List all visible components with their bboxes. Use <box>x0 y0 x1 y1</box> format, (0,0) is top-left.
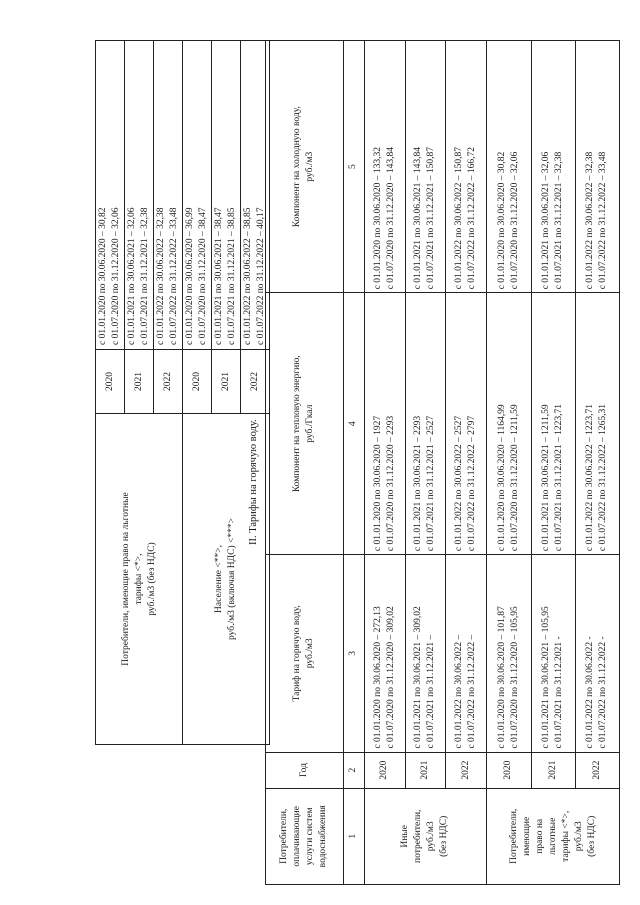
year-cell: 2021 <box>125 350 154 414</box>
header-cell-col3 <box>266 555 344 752</box>
price-line: с 01.01.2022 по 30.06.2022 – <box>454 634 465 749</box>
price-line: с 01.01.2021 по 30.06.2021 – 1211,59 <box>541 404 552 552</box>
category-line: (без НДС) <box>439 815 450 857</box>
year-cell: 2021 <box>531 752 575 788</box>
category-line: руб./м3 <box>573 821 584 852</box>
price-line: с 01.01.2020 по 30.06.2020 – 36,99 <box>185 207 195 345</box>
column-number-cell: 2 <box>343 752 364 788</box>
header-row <box>266 41 344 885</box>
heat-component-cell <box>364 293 405 555</box>
column-number-cell: 1 <box>343 788 364 884</box>
price-line: с 01.01.2020 по 30.06.2020 – 1164,99 <box>496 404 507 552</box>
header-line: руб./м3 <box>305 151 316 182</box>
price-line: с 01.01.2020 по 30.06.2020 – 30,82 <box>496 151 507 290</box>
cold-water-component-cell <box>487 41 531 293</box>
header-line: водоснабжения <box>318 805 329 868</box>
price-line: с 01.01.2021 по 30.06.2021 – 309,02 <box>413 606 424 749</box>
table-row <box>487 41 531 885</box>
category-line: тарифы <*>, <box>560 810 571 862</box>
price-cell <box>183 41 212 350</box>
category-line: потребители, <box>413 809 424 864</box>
price-line: с 01.07.2020 по 31.12.2020 – 309,02 <box>385 606 396 749</box>
price-line: с 01.01.2021 по 30.06.2021 – 2293 <box>413 415 424 552</box>
price-line: с 01.07.2020 по 31.12.2020 – 32,06 <box>509 151 520 290</box>
price-line: с 01.01.2021 по 30.06.2021 – 38,47 <box>214 207 224 345</box>
price-line: с 01.01.2022 по 30.06.2022 – 2527 <box>454 415 465 552</box>
year-cell: 2021 <box>212 350 241 414</box>
price-line: с 01.07.2021 по 31.12.2021 – 2527 <box>426 415 437 552</box>
price-line: с 01.01.2022 по 30.06.2022 – 1223,71 <box>585 404 596 552</box>
hot-water-tariff-cell <box>487 555 531 752</box>
price-cell <box>154 41 183 350</box>
price-line: с 01.01.2022 по 30.06.2022 – 150,87 <box>454 146 465 290</box>
header-line: Компонент на тепловую энергию, <box>292 355 303 493</box>
header-cell-col2 <box>266 752 344 788</box>
header-cell-col5 <box>266 41 344 293</box>
price-line: с 01.01.2021 по 30.06.2021 – 143,84 <box>413 146 424 290</box>
hot-water-tariff-cell <box>405 555 446 752</box>
price-line: с 01.07.2021 по 31.12.2021 – <box>426 634 437 749</box>
table-row <box>531 41 575 885</box>
year-cell: 2022 <box>241 350 270 414</box>
price-line: с 01.01.2022 по 30.06.2022 - <box>585 636 596 749</box>
year-cell: 2020 <box>183 350 212 414</box>
year-cell: 2022 <box>154 350 183 414</box>
price-line: с 01.01.2020 по 30.06.2020 – 101,87 <box>496 606 507 749</box>
table-row <box>364 41 405 885</box>
category-line: руб./м3 <box>426 821 437 852</box>
hot-water-tariff-cell <box>575 555 619 752</box>
price-line: с 01.07.2022 по 31.12.2022 – 33,48 <box>169 207 179 345</box>
header-line: Потребители, <box>279 808 290 864</box>
price-line: с 01.07.2022 по 31.12.2022 - <box>598 636 609 749</box>
price-line: с 01.07.2021 по 31.12.2021 – 38,85 <box>227 207 237 345</box>
table-row <box>96 41 125 745</box>
price-line: с 01.07.2020 по 31.12.2020 – 143,84 <box>385 146 396 290</box>
price-line: с 01.01.2021 по 30.06.2021 – 105,95 <box>541 606 552 749</box>
header-line: руб./м3 <box>305 638 316 669</box>
cold-water-component-cell <box>364 41 405 293</box>
category-line: Потребители, имеющие право на льготные <box>120 492 131 666</box>
header-cell-col4 <box>266 293 344 555</box>
category-line: Население <**>, <box>214 545 224 613</box>
section-heading: II. Тарифы на горячую воду. <box>248 419 259 545</box>
category-line: тарифы <*>, <box>133 553 144 605</box>
price-line: с 01.01.2020 по 30.06.2020 – 1927 <box>372 415 383 552</box>
price-line: с 01.07.2021 по 31.12.2021 – 150,87 <box>426 146 437 290</box>
price-line: с 01.07.2022 по 31.12.2022 – 2797 <box>467 415 478 552</box>
price-line: с 01.07.2022 по 31.12.2022 – 33,48 <box>598 151 609 290</box>
column-number-row <box>343 41 364 885</box>
price-line: с 01.07.2021 по 31.12.2021 – 1223,71 <box>554 404 565 552</box>
table-row <box>405 41 446 885</box>
cold-water-component-cell <box>575 41 619 293</box>
header-line: Тариф на горячую воду, <box>292 605 303 702</box>
category-line: имеющие <box>521 816 532 856</box>
column-number-cell: 3 <box>343 555 364 752</box>
price-line: с 01.07.2022 по 31.12.2022 – 166,72 <box>467 146 478 290</box>
consumer-category-cell <box>487 788 620 884</box>
header-line: оплачивающие <box>292 806 303 867</box>
table-row <box>575 41 619 885</box>
year-cell: 2020 <box>364 752 405 788</box>
year-cell: 2021 <box>405 752 446 788</box>
price-line: с 01.07.2021 по 31.12.2021 - <box>554 636 565 749</box>
header-line: услуги систем <box>305 807 316 866</box>
column-number-cell: 4 <box>343 293 364 555</box>
price-line: с 01.07.2022 по 31.12.2022 – <box>467 634 478 749</box>
category-line: Потребители, <box>508 808 519 864</box>
price-cell <box>212 41 241 350</box>
category-line: Иные <box>400 825 411 848</box>
price-line: с 01.07.2022 по 31.12.2022 – 40,17 <box>256 207 266 345</box>
consumer-category-cell <box>96 414 183 745</box>
heat-component-cell <box>446 293 487 555</box>
hot-water-tariff-cell <box>364 555 405 752</box>
hot-water-tariff-cell <box>446 555 487 752</box>
hot-water-tariff-table <box>265 40 620 885</box>
price-line: с 01.01.2021 по 30.06.2021 – 32,06 <box>127 207 137 345</box>
price-line: с 01.07.2022 по 31.12.2022 – 1265,31 <box>598 404 609 552</box>
rotated-landscape-content <box>20 40 620 885</box>
hot-water-tariff-cell <box>531 555 575 752</box>
price-line: с 01.07.2020 по 31.12.2020 – 32,06 <box>111 207 121 345</box>
year-cell: 2022 <box>575 752 619 788</box>
category-line: право на <box>534 818 545 854</box>
header-cell-col1 <box>266 788 344 884</box>
cold-water-component-cell <box>446 41 487 293</box>
header-line: руб./Гкал <box>305 404 316 443</box>
price-line: с 01.01.2020 по 30.06.2020 – 272,13 <box>372 606 383 749</box>
heat-component-cell <box>405 293 446 555</box>
price-line: с 01.07.2020 по 31.12.2020 – 105,95 <box>509 606 520 749</box>
category-line: льготные <box>547 817 558 855</box>
cold-water-component-cell <box>531 41 575 293</box>
heat-component-cell <box>575 293 619 555</box>
cold-water-component-cell <box>405 41 446 293</box>
price-cell <box>96 41 125 350</box>
price-line: с 01.07.2020 по 31.12.2020 – 2293 <box>385 415 396 552</box>
price-line: с 01.01.2021 по 30.06.2021 – 32,06 <box>541 151 552 290</box>
header-line: Год <box>298 763 309 778</box>
price-cell <box>125 41 154 350</box>
price-line: с 01.01.2020 по 30.06.2020 – 30,82 <box>98 207 108 345</box>
header-line: Компонент на холодную воду, <box>292 106 303 228</box>
category-line: (без НДС) <box>586 815 597 857</box>
table-row <box>446 41 487 885</box>
year-cell: 2020 <box>96 350 125 414</box>
cold-water-tariff-table-continued <box>95 40 270 745</box>
heat-component-cell <box>531 293 575 555</box>
price-line: с 01.01.2022 по 30.06.2022 – 32,38 <box>156 207 166 345</box>
price-line: с 01.07.2021 по 31.12.2021 – 32,38 <box>140 207 150 345</box>
price-line: с 01.07.2020 по 31.12.2020 – 1211,59 <box>509 404 520 552</box>
category-line: руб./м3 (без НДС) <box>146 542 157 616</box>
heat-component-cell <box>487 293 531 555</box>
year-cell: 2022 <box>446 752 487 788</box>
table-row <box>183 41 212 745</box>
price-line: с 01.01.2022 по 30.06.2022 – 38,85 <box>243 207 253 345</box>
year-cell: 2020 <box>487 752 531 788</box>
price-line: с 01.07.2020 по 31.12.2020 – 38,47 <box>198 207 208 345</box>
category-line: руб./м3 (включая НДС) <***> <box>227 518 237 640</box>
price-line: с 01.07.2021 по 31.12.2021 – 32,38 <box>554 151 565 290</box>
column-number-cell: 5 <box>343 41 364 293</box>
price-line: с 01.01.2022 по 30.06.2022 – 32,38 <box>585 151 596 290</box>
consumer-category-cell <box>364 788 487 884</box>
price-line: с 01.01.2020 по 30.06.2020 – 133,32 <box>372 146 383 290</box>
